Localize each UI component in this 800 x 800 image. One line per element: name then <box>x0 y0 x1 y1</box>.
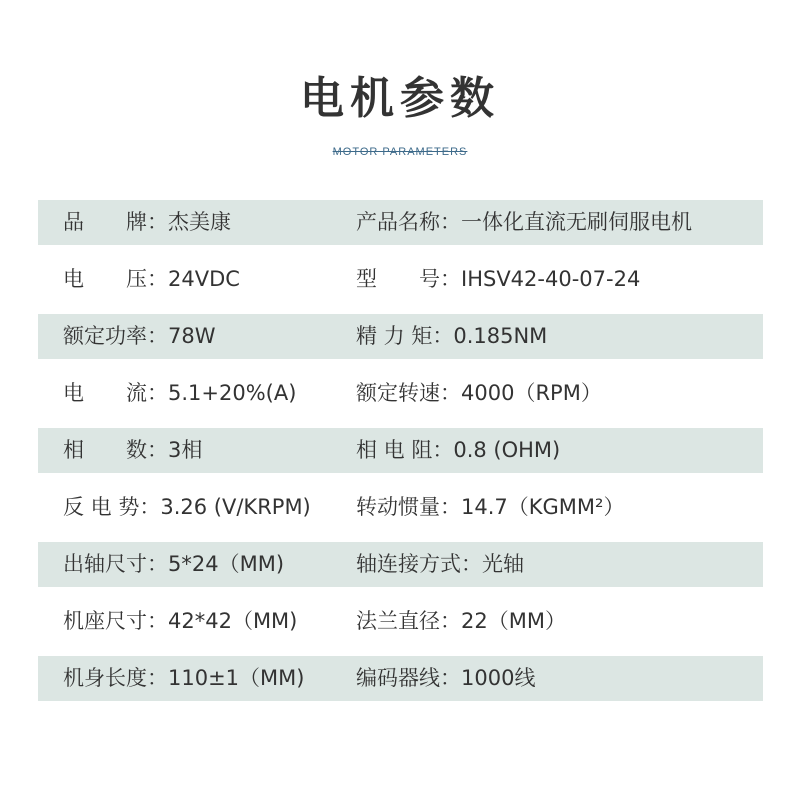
param-voltage: 电 压：24VDC <box>63 267 240 291</box>
table-row <box>38 656 763 701</box>
param-shaft-size: 出轴尺寸：5*24（MM) <box>63 552 285 576</box>
param-flange-diameter: 法兰直径：22（MM） <box>356 609 566 633</box>
param-phase-resistance: 相 电 阻：0.8 (OHM) <box>356 438 561 462</box>
param-encoder-lines: 编码器线：1000线 <box>356 666 536 690</box>
table-row <box>38 200 763 245</box>
param-model: 型 号：IHSV42-40-07-24 <box>356 267 641 291</box>
parameters-table <box>38 200 763 713</box>
table-row <box>38 599 763 644</box>
param-torque: 精 力 矩：0.185NM <box>356 324 548 348</box>
subtitle-text: MOTOR PARAMETERS <box>332 146 468 158</box>
param-current: 电 流：5.1+20%(A) <box>63 381 297 405</box>
table-row <box>38 485 763 530</box>
param-phases: 相 数：3相 <box>63 438 203 462</box>
param-product-name: 产品名称：一体化直流无刷伺服电机 <box>356 210 692 234</box>
param-inertia: 转动惯量：14.7（KGMM²） <box>356 495 625 519</box>
table-row <box>38 428 763 473</box>
table-row <box>38 542 763 587</box>
table-row <box>38 371 763 416</box>
param-shaft-connection: 轴连接方式：光轴 <box>356 552 524 576</box>
table-row <box>38 314 763 359</box>
param-brand: 品 牌：杰美康 <box>63 210 231 234</box>
param-back-emf: 反 电 势：3.26 (V/KRPM) <box>63 495 311 519</box>
page-title: 电机参数 <box>300 73 500 124</box>
param-body-length: 机身长度：110±1（MM) <box>63 666 305 690</box>
param-rated-speed: 额定转速：4000（RPM） <box>356 381 602 405</box>
param-rated-power: 额定功率：78W <box>63 324 216 348</box>
page-subtitle <box>0 140 800 159</box>
table-row <box>38 257 763 302</box>
param-frame-size: 机座尺寸：42*42（MM) <box>63 609 298 633</box>
